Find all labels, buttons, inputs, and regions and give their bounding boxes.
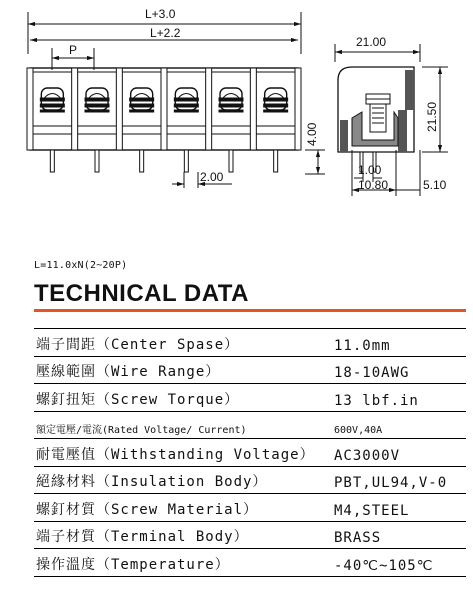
heading-rule xyxy=(34,309,466,312)
terminal-pin xyxy=(140,150,144,172)
terminal-screw xyxy=(264,88,288,112)
terminal-pin xyxy=(184,150,188,172)
spec-row xyxy=(34,549,466,577)
spec-label: 端子材質（Terminal Body） xyxy=(36,529,249,545)
spec-row xyxy=(34,522,466,550)
dim-side-width: 21.00 xyxy=(356,35,387,49)
terminal-pin xyxy=(274,150,278,172)
dim-side-height: 21.50 xyxy=(425,101,439,132)
terminal-pin xyxy=(95,150,99,172)
dim-pin-length: 4.00 xyxy=(305,122,319,146)
spec-value: M4,STEEL xyxy=(334,502,410,519)
spec-label: 額定電壓/電流(Rated Voltage/ Current) xyxy=(36,425,247,436)
section-heading: TECHNICAL DATA xyxy=(34,280,249,307)
spec-row xyxy=(34,412,466,440)
spec-row xyxy=(34,357,466,385)
dim-pin-spacing: 2.00 xyxy=(200,170,224,184)
length-formula: L=11.0xN(2~20P) xyxy=(34,260,128,271)
terminal-screw xyxy=(130,88,154,112)
spec-value: 600V,40A xyxy=(334,425,383,436)
spec-row xyxy=(34,328,466,357)
spec-value: BRASS xyxy=(334,530,382,546)
spec-value: 11.0mm xyxy=(334,337,391,354)
terminal-divider xyxy=(72,68,78,150)
spec-label: 操作溫度（Temperature） xyxy=(36,556,230,573)
spec-label: 螺釘材質（Screw Material） xyxy=(36,501,259,518)
spec-label: 螺釘扭矩（Screw Torque） xyxy=(36,391,240,408)
terminal-divider xyxy=(295,68,301,150)
spec-value: -40℃~105℃ xyxy=(334,557,434,574)
spec-row xyxy=(34,439,466,467)
terminal-screw xyxy=(174,88,198,112)
dim-l-plus-3: L+3.0 xyxy=(145,7,176,21)
dim-base-1: 1.00 xyxy=(358,163,382,177)
technical-drawing xyxy=(0,0,473,240)
spec-label: 絕緣材料（Insulation Body） xyxy=(36,474,268,490)
dim-base-3: 5.10 xyxy=(423,178,447,192)
terminal-screw xyxy=(219,88,243,112)
spec-row xyxy=(34,467,466,495)
spec-label: 壓線範圍（Wire Range） xyxy=(36,364,221,380)
dim-pitch: P xyxy=(69,43,78,57)
terminal-divider xyxy=(206,68,212,150)
terminal-divider xyxy=(250,68,256,150)
spec-row xyxy=(34,384,466,412)
dim-base-2: 10.80 xyxy=(358,178,389,192)
spec-row xyxy=(34,494,466,522)
spec-label: 耐電壓值（Withstanding Voltage） xyxy=(36,446,315,463)
spec-value: PBT,UL94,V-0 xyxy=(334,475,448,491)
terminal-screw xyxy=(40,88,64,112)
terminal-pin xyxy=(50,150,54,172)
terminal-divider xyxy=(27,68,33,150)
spec-value: 18-10AWG xyxy=(334,365,410,381)
spec-table xyxy=(34,328,466,577)
terminal-divider xyxy=(116,68,122,150)
terminal-pin xyxy=(229,150,233,172)
spec-value: AC3000V xyxy=(334,447,401,464)
terminal-screw xyxy=(85,88,109,112)
terminal-divider xyxy=(161,68,167,150)
spec-label: 端子間距（Center Spase） xyxy=(36,336,240,353)
spec-value: 13 lbf.in xyxy=(334,392,419,409)
dim-l-plus-2: L+2.2 xyxy=(150,26,181,40)
